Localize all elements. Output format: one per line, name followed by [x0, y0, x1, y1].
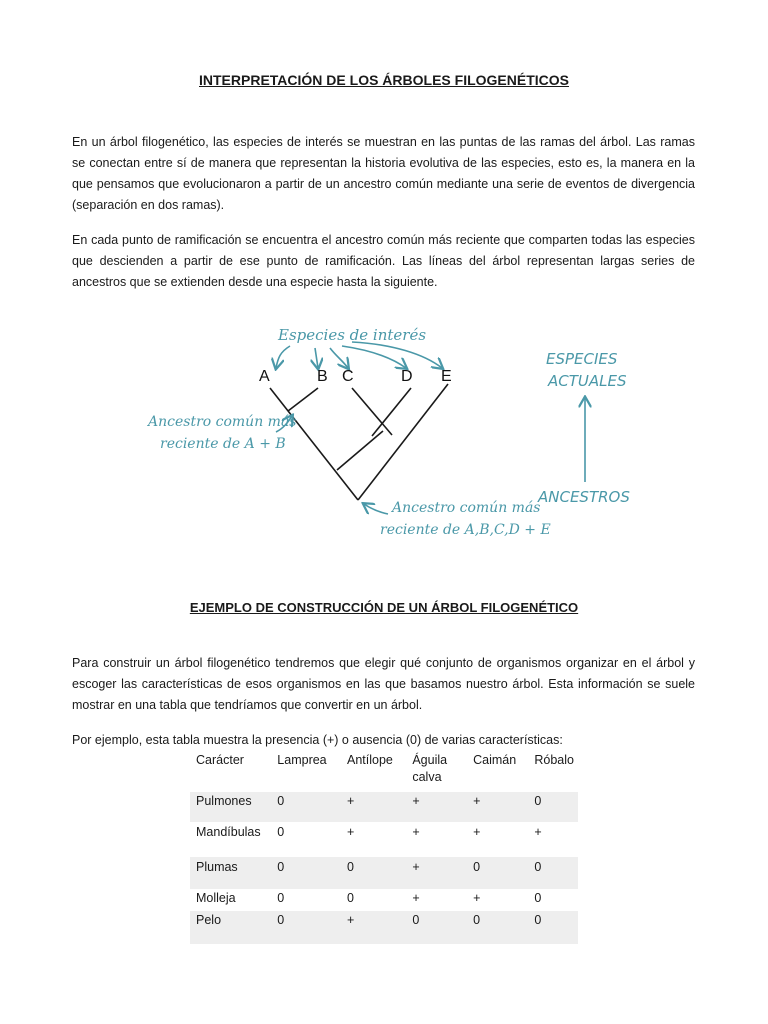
table-intro-paragraph: Por ejemplo, esta tabla muestra la presencia (+) o ausencia (0) de varias características:	[72, 733, 563, 747]
taxon-a: A	[259, 368, 270, 385]
table-cell: +	[341, 911, 406, 944]
ancestor-all-label-line2: reciente de A,B,C,D + E	[380, 522, 551, 538]
table-cell: 0	[406, 911, 467, 944]
table-cell: 0	[347, 891, 354, 905]
table-cell: +	[406, 857, 467, 889]
table-cell: +	[467, 792, 528, 822]
tree-branches	[270, 384, 448, 500]
header-caiman: Caimán	[473, 753, 517, 767]
ancestor-all-arrow	[364, 504, 388, 514]
table-cell: 0	[341, 857, 406, 889]
current-species-label-line1: ESPECIES	[546, 350, 618, 368]
header-lamprey: Lamprea	[277, 753, 327, 767]
table-cell: 0	[277, 891, 285, 905]
traits-table	[190, 750, 578, 944]
header-antelope: Antílope	[347, 753, 393, 767]
taxon-d: D	[401, 368, 413, 385]
table-cell: 0	[271, 792, 341, 822]
taxon-b: B	[317, 368, 328, 385]
construction-paragraph: Para construir un árbol filogenético tendremos que elegir qué conjunto de organismos organizar en el árbol y escoger las características de esos organismos en las que basamos nuestro árbol. Esta información se suele mostrar en una tabla que tendríamos que convertir en un árbol.	[72, 656, 695, 712]
header-bass: Róbalo	[534, 753, 574, 767]
ancestors-label: ANCESTROS	[538, 488, 630, 506]
species-arrows	[276, 342, 442, 368]
table-cell: +	[406, 792, 467, 822]
taxon-c: C	[342, 368, 354, 385]
table-cell: +	[473, 825, 481, 839]
phylogenetic-tree-diagram	[130, 318, 650, 548]
table-cell: 0	[528, 857, 578, 889]
table-header-row	[190, 750, 578, 792]
section-title: EJEMPLO DE CONSTRUCCIÓN DE UN ÁRBOL FILOGENÉTICO	[189, 600, 579, 615]
ancestor-all-label-line1: Ancestro común más	[392, 500, 541, 516]
table-row	[190, 822, 578, 857]
species-of-interest-label: Especies de interés	[278, 326, 427, 344]
table-cell: 0	[534, 891, 542, 905]
ancestor-ab-label-line2: reciente de A + B	[160, 436, 286, 452]
header-character: Carácter	[196, 753, 244, 767]
table-cell: 0	[271, 857, 341, 889]
table-cell: 0	[467, 857, 528, 889]
table-cell: Mandíbulas	[196, 825, 261, 839]
branching-paragraph: En cada punto de ramificación se encuentra el ancestro común más reciente que comparten todas las especies que descienden a partir de ese punto de ramificación. Las líneas del árbol representan largas series de ancestros que se extienden desde una especie hasta la siguiente.	[72, 233, 695, 289]
table-row	[190, 889, 578, 911]
current-species-label-line2: ACTUALES	[548, 372, 627, 390]
table-cell: Pulmones	[190, 792, 271, 822]
table-row	[190, 911, 578, 944]
table-cell: +	[412, 891, 420, 905]
table-cell: 0	[271, 911, 341, 944]
header-bald-eagle: Águila calva	[412, 753, 448, 784]
table-cell: +	[473, 891, 481, 905]
table-cell: 0	[277, 825, 285, 839]
table-cell: +	[534, 825, 542, 839]
table-cell: 0	[467, 911, 528, 944]
ancestor-ab-label-line1: Ancestro común más	[148, 414, 297, 430]
intro-paragraph: En un árbol filogenético, las especies de interés se muestran en las puntas de las ramas del árbol. Las ramas se conectan entre sí de manera que representan la historia evolutiva de las especies, esto es, la manera en la que pensamos que evolucionaron a partir de un ancestro común mediante una serie de eventos de divergencia (separación en dos ramas).	[72, 135, 695, 212]
table-row	[190, 792, 578, 822]
table-cell: Pelo	[190, 911, 271, 944]
table-cell: +	[412, 825, 420, 839]
table-cell: +	[341, 792, 406, 822]
table-cell: Plumas	[190, 857, 271, 889]
table-cell: 0	[528, 792, 578, 822]
table-cell: Molleja	[196, 891, 236, 905]
table-row	[190, 857, 578, 889]
page-title: INTERPRETACIÓN DE LOS ÁRBOLES FILOGENÉTICOS	[199, 72, 569, 88]
taxon-e: E	[441, 368, 452, 385]
table-cell: +	[347, 825, 355, 839]
table-cell: 0	[528, 911, 578, 944]
